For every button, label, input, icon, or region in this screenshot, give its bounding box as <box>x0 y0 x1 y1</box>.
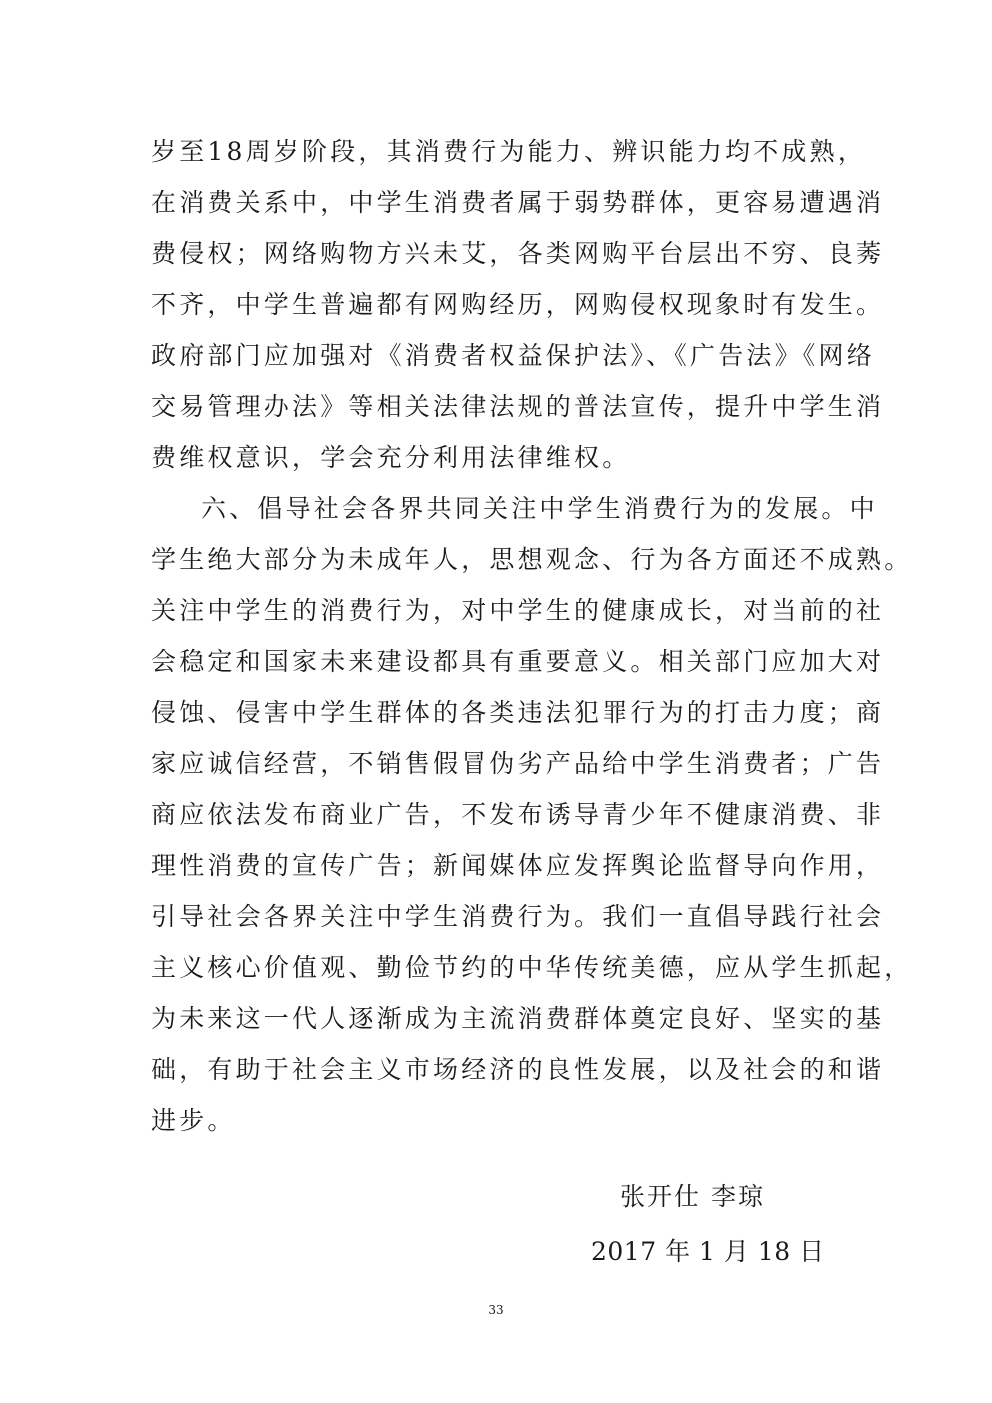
paragraph-line: 会稳定和国家未来建设都具有重要意义。相关部门应加大对 <box>151 647 885 676</box>
page-number: 33 <box>488 1303 504 1317</box>
paragraph-line: 不齐，中学生普遍都有网购经历，网购侵权现象时有发生。 <box>151 290 885 319</box>
paragraph-line: 进步。 <box>151 1106 236 1135</box>
paragraph-line: 关注中学生的消费行为，对中学生的健康成长，对当前的社 <box>151 596 885 625</box>
paragraph-line: 学生绝大部分为未成年人，思想观念、行为各方面还不成熟。 <box>151 545 913 574</box>
signature-date: 2017 年 1 月 18 日 <box>591 1237 825 1266</box>
paragraph-first-line: 六、倡导社会各界共同关注中学生消费行为的发展。中 <box>201 494 878 523</box>
paragraph-line: 侵蚀、侵害中学生群体的各类违法犯罪行为的打击力度；商 <box>151 698 885 727</box>
paragraph-line: 政府部门应加强对《消费者权益保护法》、《广告法》《网络 <box>151 341 875 370</box>
paragraph-line: 为未来这一代人逐渐成为主流消费群体奠定良好、坚实的基 <box>151 1004 885 1033</box>
paragraph-line: 费维权意识，学会充分利用法律维权。 <box>151 443 631 472</box>
paragraph-line: 础，有助于社会主义市场经济的良性发展，以及社会的和谐 <box>151 1055 885 1084</box>
paragraph-line: 费侵权；网络购物方兴未艾，各类网购平台层出不穷、良莠 <box>151 239 885 268</box>
paragraph-line: 岁至18周岁阶段，其消费行为能力、辨识能力均不成熟， <box>151 137 867 166</box>
paragraph-line: 交易管理办法》等相关法律法规的普法宣传，提升中学生消 <box>151 392 885 421</box>
paragraph-line: 商应依法发布商业广告，不发布诱导青少年不健康消费、非 <box>151 800 885 829</box>
paragraph-line: 在消费关系中，中学生消费者属于弱势群体，更容易遭遇消 <box>151 188 885 217</box>
paragraph-line: 理性消费的宣传广告；新闻媒体应发挥舆论监督导向作用， <box>151 851 885 880</box>
signature-authors: 张开仕 李琼 <box>620 1182 765 1211</box>
paragraph-line: 主义核心价值观、勤俭节约的中华传统美德，应从学生抓起， <box>151 953 913 982</box>
paragraph-line: 家应诚信经营，不销售假冒伪劣产品给中学生消费者；广告 <box>151 749 885 778</box>
paragraph-line: 引导社会各界关注中学生消费行为。我们一直倡导践行社会 <box>151 902 885 931</box>
